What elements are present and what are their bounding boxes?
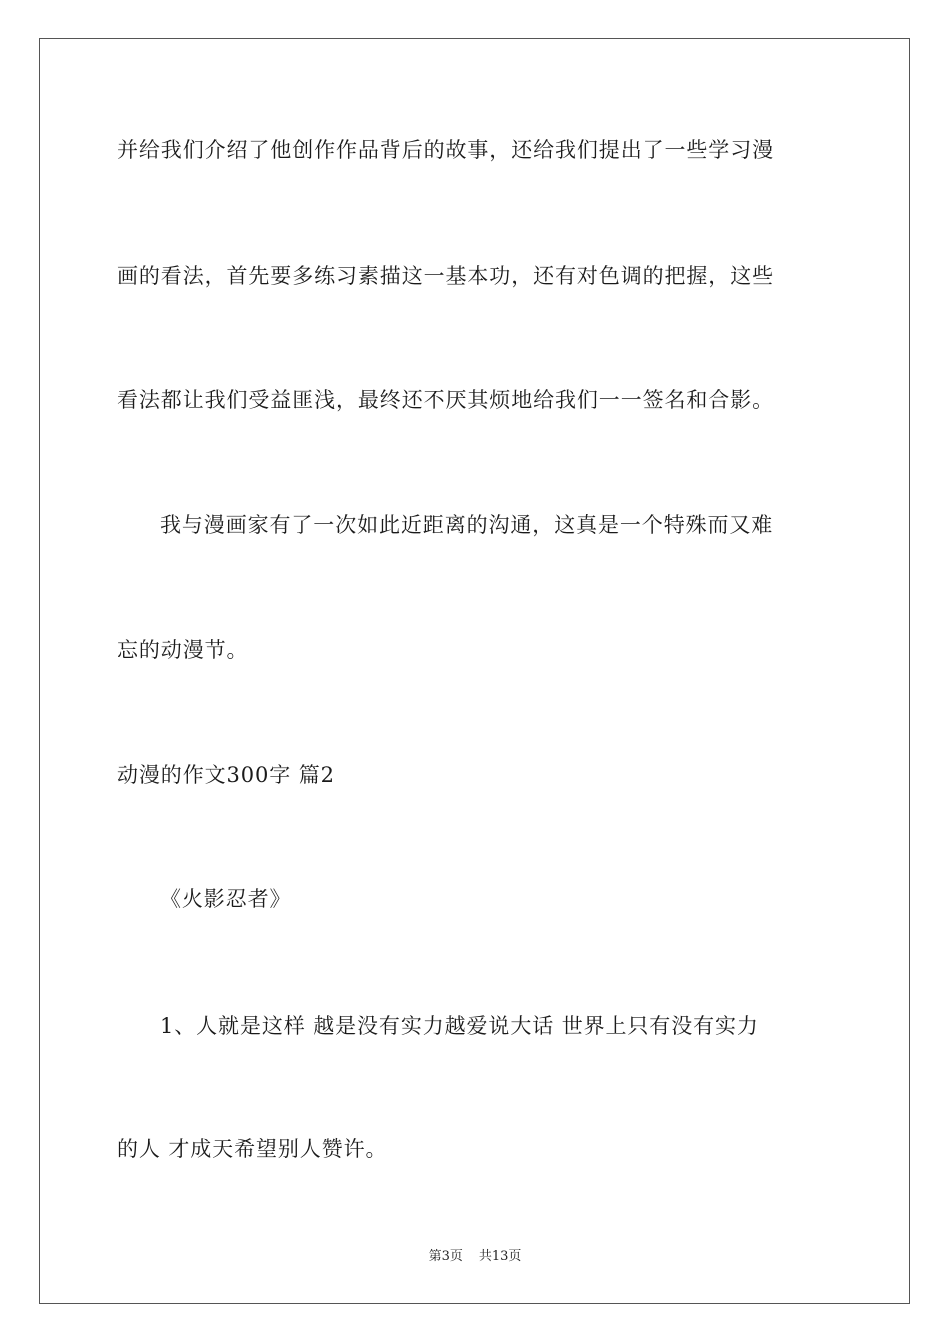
page-border [39, 38, 910, 1304]
body-text-line: 忘的动漫节。 [117, 638, 249, 662]
body-text-line: 并给我们介绍了他创作作品背后的故事，还给我们提出了一些学习漫 [117, 138, 774, 162]
page-footer [0, 1248, 950, 1266]
section-heading: 动漫的作文300字 篇2 [117, 763, 335, 787]
body-text-line: 我与漫画家有了一次如此近距离的沟通，这真是一个特殊而又难 [160, 513, 774, 537]
body-text-line: 画的看法，首先要多练习素描这一基本功，还有对色调的把握，这些 [117, 264, 774, 288]
body-text-line: 1、人就是这样 越是没有实力越爱说大话 世界上只有没有实力 [160, 1014, 759, 1038]
body-text-line: 看法都让我们受益匪浅，最终还不厌其烦地给我们一一签名和合影。 [117, 388, 774, 412]
page-number: 第3页 [428, 1249, 463, 1264]
body-text-line: 的人 才成天希望别人赞许。 [117, 1137, 388, 1161]
total-pages: 共13页 [478, 1249, 522, 1264]
subheading-title: 《火影忍者》 [160, 887, 292, 911]
